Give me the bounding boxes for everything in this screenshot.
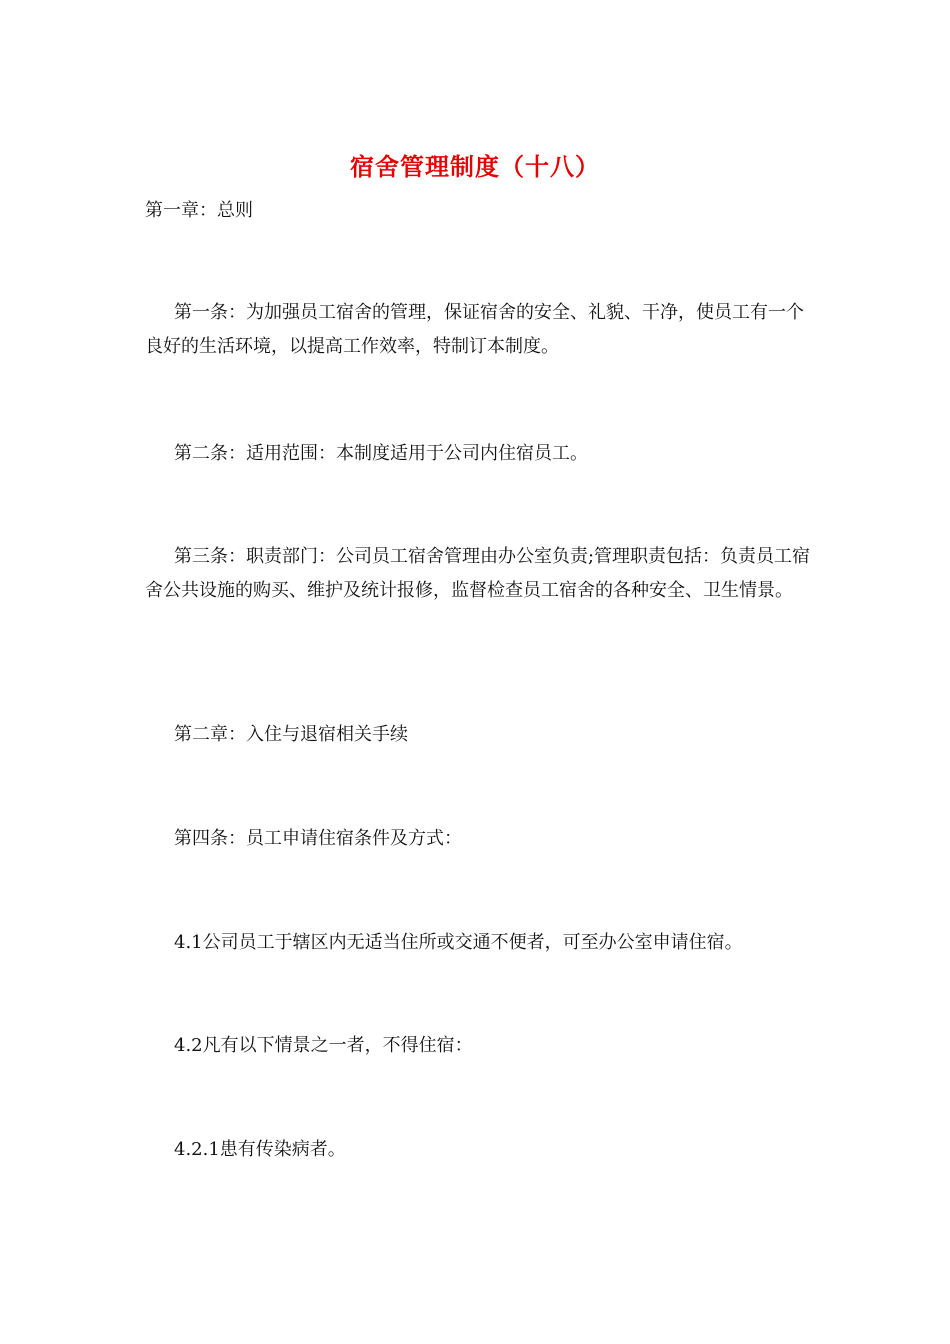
article-2: 第二条：适用范围：本制度适用于公司内住宿员工。 [174,443,588,464]
item-4-2-1: 4.2.1患有传染病者。 [174,1139,346,1160]
article-1: 第一条：为加强员工宿舍的管理，保证宿舍的安全、礼貌、干净，使员工有一个良好的生活环境，以提高工作效率，特制订本制度。 [145,302,804,357]
document-title: 宿舍管理制度（十八） [350,152,600,181]
chapter-1-heading: 第一章：总则 [145,200,253,221]
article-3: 第三条：职责部门：公司员工宿舍管理由办公室负责;管理职责包括：负责员工宿舍公共设施的购买、维护及统计报修，监督检查员工宿舍的各种安全、卫生情景。 [145,546,811,601]
item-4-2: 4.2凡有以下情景之一者，不得住宿： [174,1035,473,1056]
chapter-2-heading: 第二章：入住与退宿相关手续 [174,724,408,745]
item-4-1: 4.1公司员工于辖区内无适当住所或交通不便者，可至办公室申请住宿。 [174,932,743,953]
article-4: 第四条：员工申请住宿条件及方式： [174,828,462,849]
